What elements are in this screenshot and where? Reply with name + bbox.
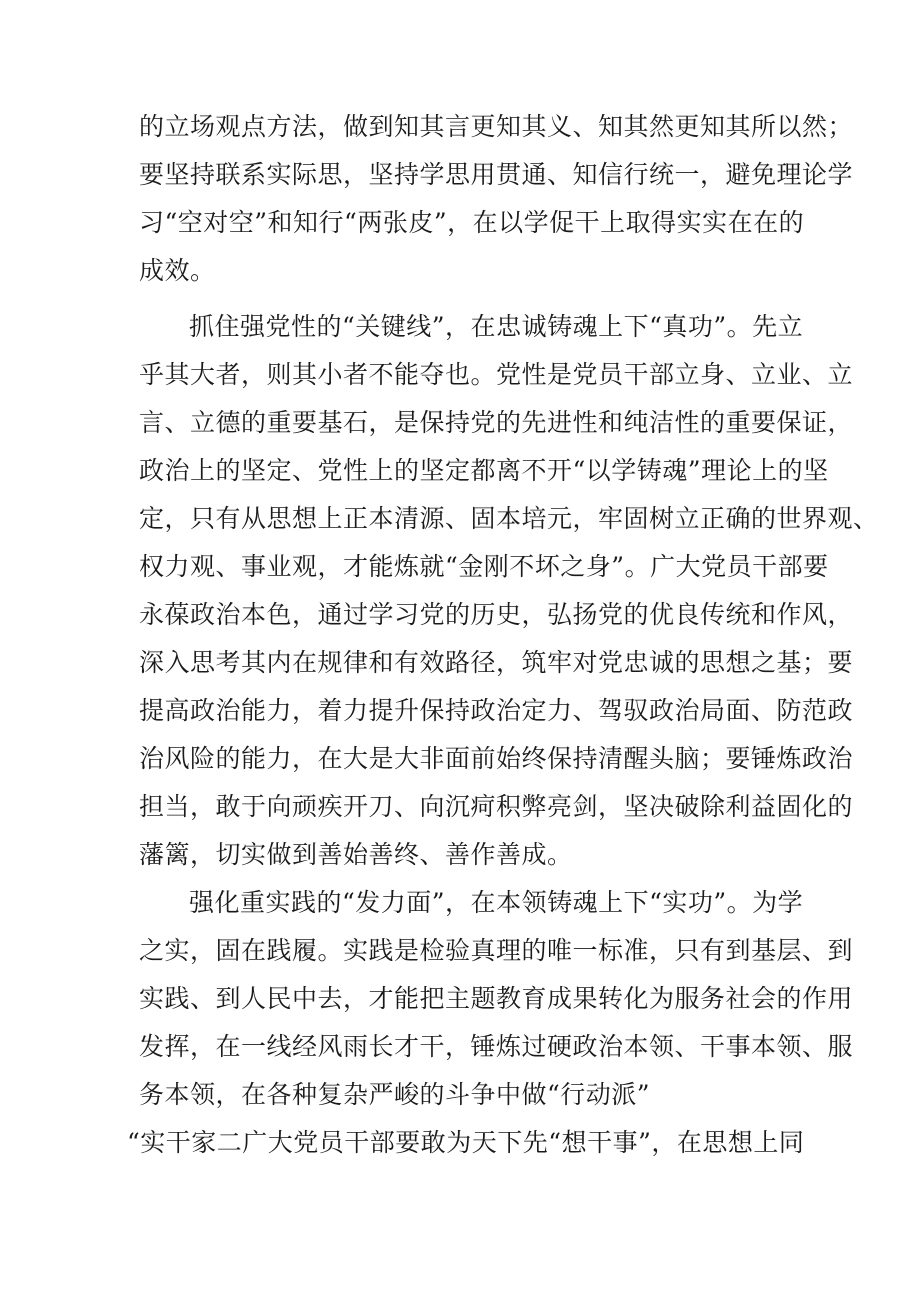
text-line: 权力观、事业观，才能炼就“金刚不坏之身”。广大党员干部要 [139, 552, 829, 581]
text-line: 抓住强党性的“关键线”，在忠诚铸魂上下“真功”。先立 [189, 312, 804, 341]
text-line: 永葆政治本色，通过学习党的历史，弘扬党的优良传统和作风， [139, 600, 854, 629]
text-line: 务本领，在各种复杂严峻的斗争中做“行动派” [139, 1080, 651, 1109]
text-line: 之实，固在践履。实践是检验真理的唯一标准，只有到基层、到 [139, 936, 854, 965]
text-line: 强化重实践的“发力面”，在本领铸魂上下“实功”。为学 [189, 888, 804, 917]
text-line: 言、立德的重要基石，是保持党的先进性和纯洁性的重要保证， [139, 408, 854, 437]
text-line: 提高政治能力，着力提升保持政治定力、驾驭政治局面、防范政 [139, 696, 854, 725]
text-line: 深入思考其内在规律和有效路径，筑牢对党忠诚的思想之基；要 [139, 648, 854, 677]
text-line: “实干家二广大党员干部要敢为天下先“想干事”，在思想上同 [127, 1128, 805, 1157]
text-line: 要坚持联系实际思，坚持学思用贯通、知信行统一，避免理论学 [139, 160, 854, 189]
text-line: 担当，敢于向顽疾开刀、向沉疴积弊亮剑，坚决破除利益固化的 [139, 792, 854, 821]
text-line: 成效。 [139, 256, 216, 285]
text-line: 藩篱，切实做到善始善终、善作善成。 [139, 840, 573, 869]
text-line: 定，只有从思想上正本清源、固本培元，牢固树立正确的世界观、 [139, 504, 879, 533]
text-line: 治风险的能力，在大是大非面前始终保持清醒头脑；要锤炼政治 [139, 744, 854, 773]
text-line: 的立场观点方法，做到知其言更知其义、知其然更知其所以然； [139, 112, 854, 141]
text-line: 发挥，在一线经风雨长才干，锤炼过硬政治本领、干事本领、服 [139, 1032, 854, 1061]
text-line: 政治上的坚定、党性上的坚定都离不开“以学铸魂”理论上的坚 [139, 456, 829, 485]
text-line: 实践、到人民中去，才能把主题教育成果转化为服务社会的作用 [139, 984, 854, 1013]
text-line: 习“空对空”和知行“两张皮”，在以学促干上取得实实在在的 [139, 208, 805, 237]
text-line: 乎其大者，则其小者不能夺也。党性是党员干部立身、立业、立 [139, 360, 854, 389]
